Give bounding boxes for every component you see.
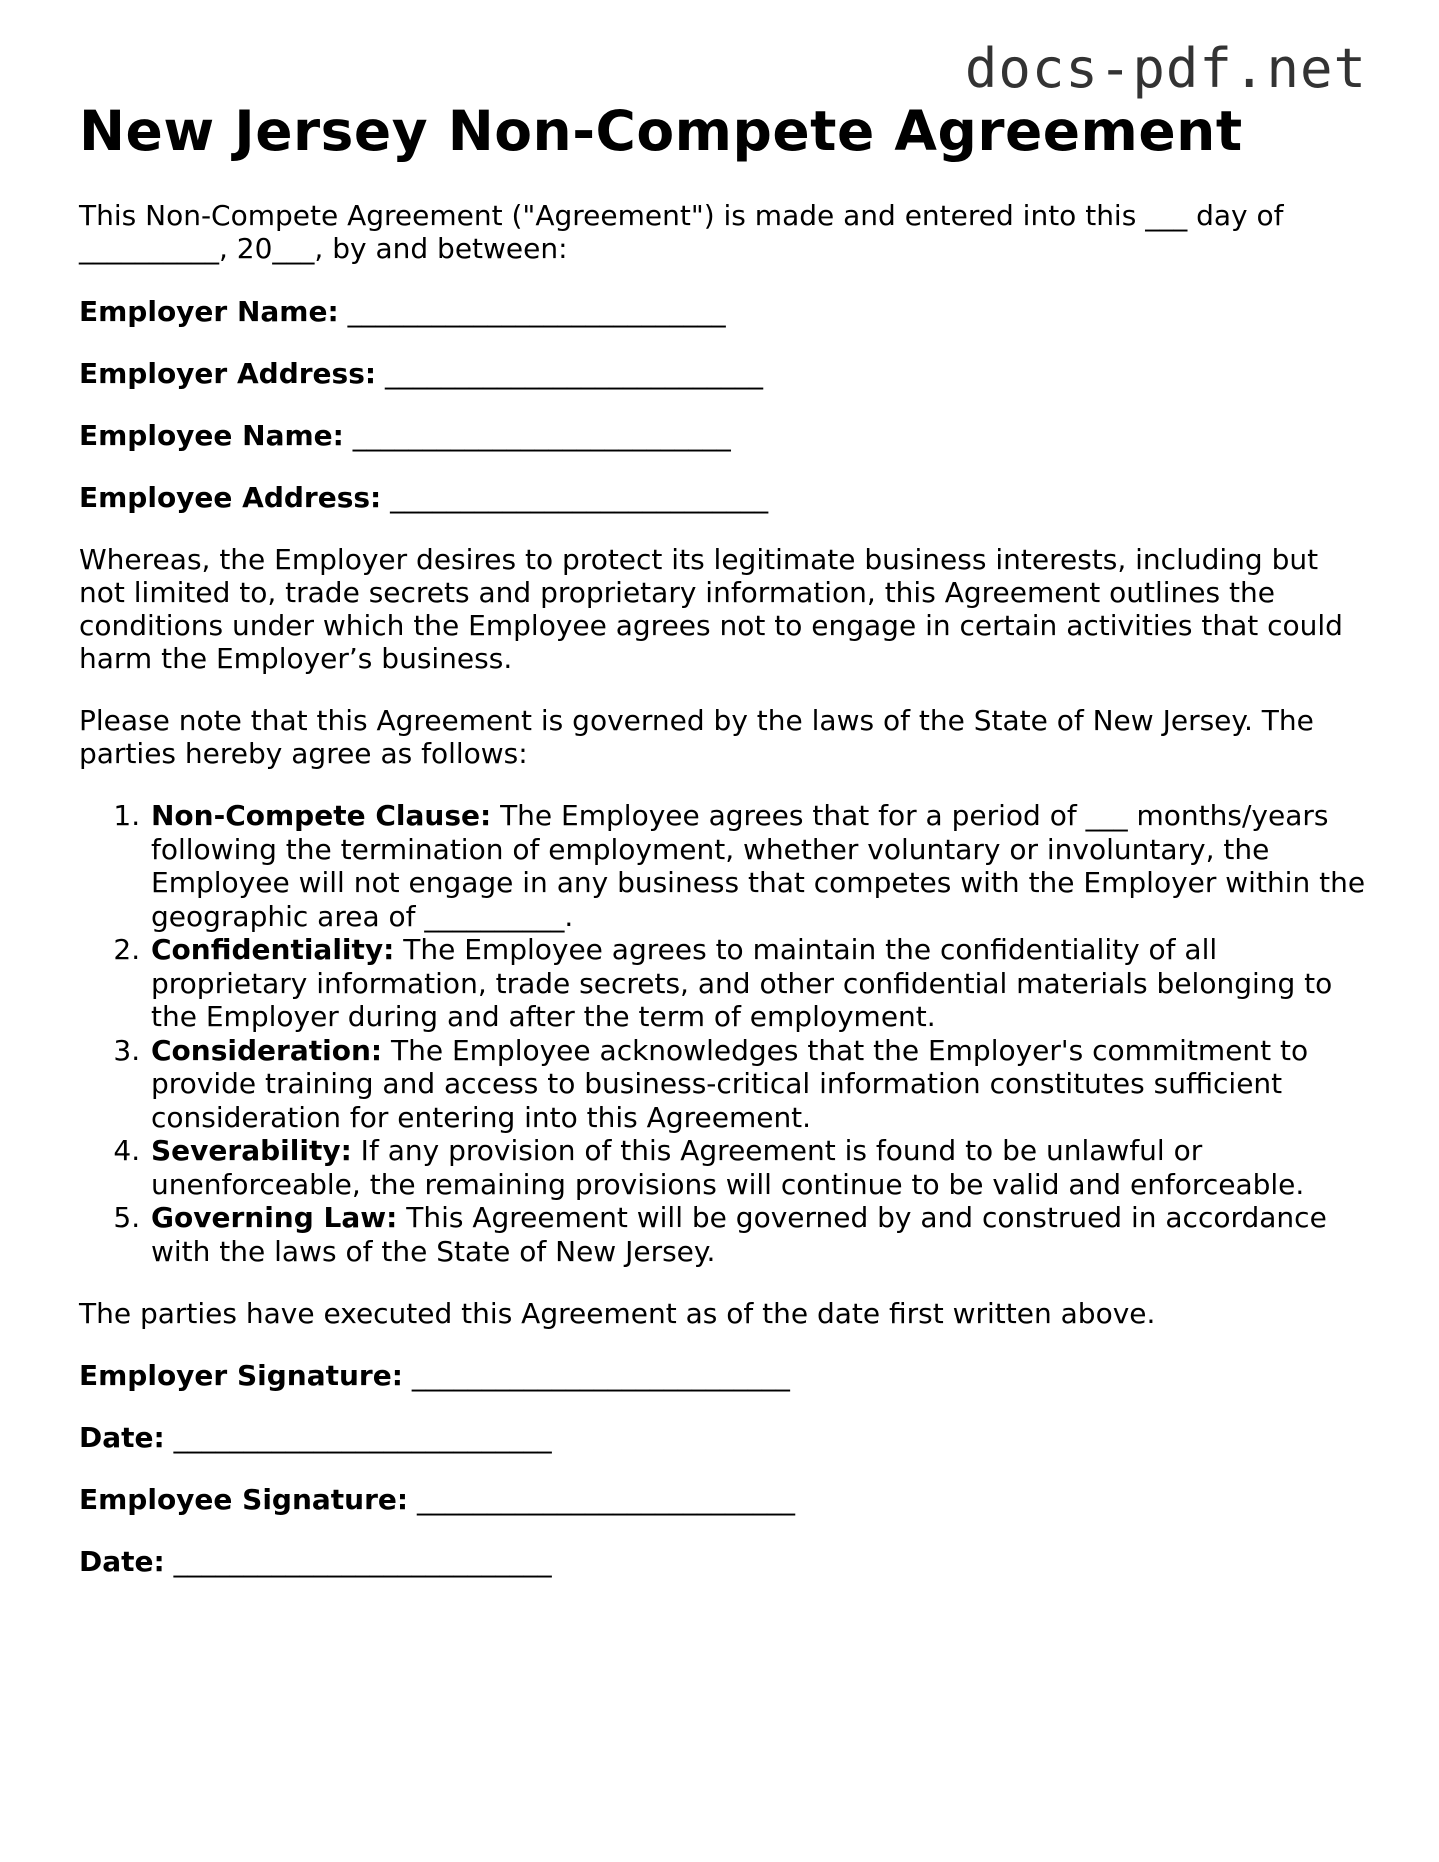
field-label: Date: <box>79 1545 165 1579</box>
clause-text: The Employee agrees that for a period of ___ months/years following the termination of employment, whether voluntary or involuntary, the Employee will not engage in any business that competes with the Employer within the geographic area of __________. <box>151 799 1366 933</box>
field-blank: ___________________________ <box>384 357 763 391</box>
employee-signature-field <box>79 1483 1369 1516</box>
governing-note-paragraph: Please note that this Agreement is governed by the laws of the State of New Jersey. The parties hereby agree as follows: <box>79 704 1314 771</box>
employer-signature-field <box>79 1359 1369 1392</box>
field-blank: ___________________________ <box>417 1483 796 1517</box>
field-blank: ___________________________ <box>173 1421 552 1455</box>
clause-text: The Employee acknowledges that the Employer's commitment to provide training and access to business-critical information constitutes sufficient consideration for entering into this Agreement. <box>151 1033 1309 1134</box>
document-page <box>79 100 1369 1607</box>
whereas-paragraph: Whereas, the Employer desires to protect its legitimate business interests, including but not limited to, trade secrets and proprietary information, this Agreement outlines the conditions under which the Employee agrees not to engage in certain activities that could harm the Employer’s business. <box>79 543 1343 676</box>
field-label: Employer Signature: <box>79 1359 403 1393</box>
clause-text: If any provision of this Agreement is found to be unlawful or unenforceable, the remaining provisions will continue to be valid and enforceable. <box>151 1134 1305 1201</box>
clause-term: Severability: <box>151 1134 352 1168</box>
field-label: Employer Address: <box>79 357 377 391</box>
clause-item <box>149 1201 1369 1268</box>
field-label: Employee Address: <box>79 481 382 515</box>
clause-text: This Agreement will be governed by and construed in accordance with the laws of the State of New Jersey. <box>151 1201 1327 1268</box>
intro-paragraph: This Non-Compete Agreement ("Agreement") is made and entered into this ___ day of __________, 20___, by and between: <box>79 199 1284 266</box>
employer-name-field <box>79 295 1369 328</box>
field-blank: ___________________________ <box>352 419 731 453</box>
field-label: Employer Name: <box>79 295 339 329</box>
employee-name-field <box>79 419 1369 452</box>
employee-address-field <box>79 481 1369 514</box>
employer-date-field <box>79 1421 1369 1454</box>
clause-term: Governing Law: <box>151 1201 398 1235</box>
field-label: Employee Name: <box>79 419 344 453</box>
employer-address-field <box>79 357 1369 390</box>
clause-term: Confidentiality: <box>151 933 395 967</box>
document-title: New Jersey Non-Compete Agreement <box>79 99 1243 163</box>
field-blank: ___________________________ <box>390 481 769 515</box>
field-blank: ___________________________ <box>347 295 726 329</box>
clause-item <box>149 799 1369 933</box>
clause-text: The Employee agrees to maintain the confidentiality of all proprietary information, trade secrets, and other confidential materials belonging to the Employer during and after the term of employment. <box>151 933 1333 1034</box>
watermark: docs-pdf.net <box>964 37 1367 100</box>
field-label: Employee Signature: <box>79 1483 409 1517</box>
employee-date-field <box>79 1545 1369 1578</box>
clause-term: Non-Compete Clause: <box>151 799 492 833</box>
field-blank: ___________________________ <box>411 1359 790 1393</box>
closing-paragraph: The parties have executed this Agreement as of the date first written above. <box>79 1297 1156 1331</box>
clause-item <box>149 933 1369 1034</box>
field-blank: ___________________________ <box>173 1545 552 1579</box>
clauses-list <box>79 799 1369 1268</box>
clause-item <box>149 1134 1369 1201</box>
clause-term: Consideration: <box>151 1033 383 1067</box>
clause-item <box>149 1034 1369 1135</box>
field-label: Date: <box>79 1421 165 1455</box>
